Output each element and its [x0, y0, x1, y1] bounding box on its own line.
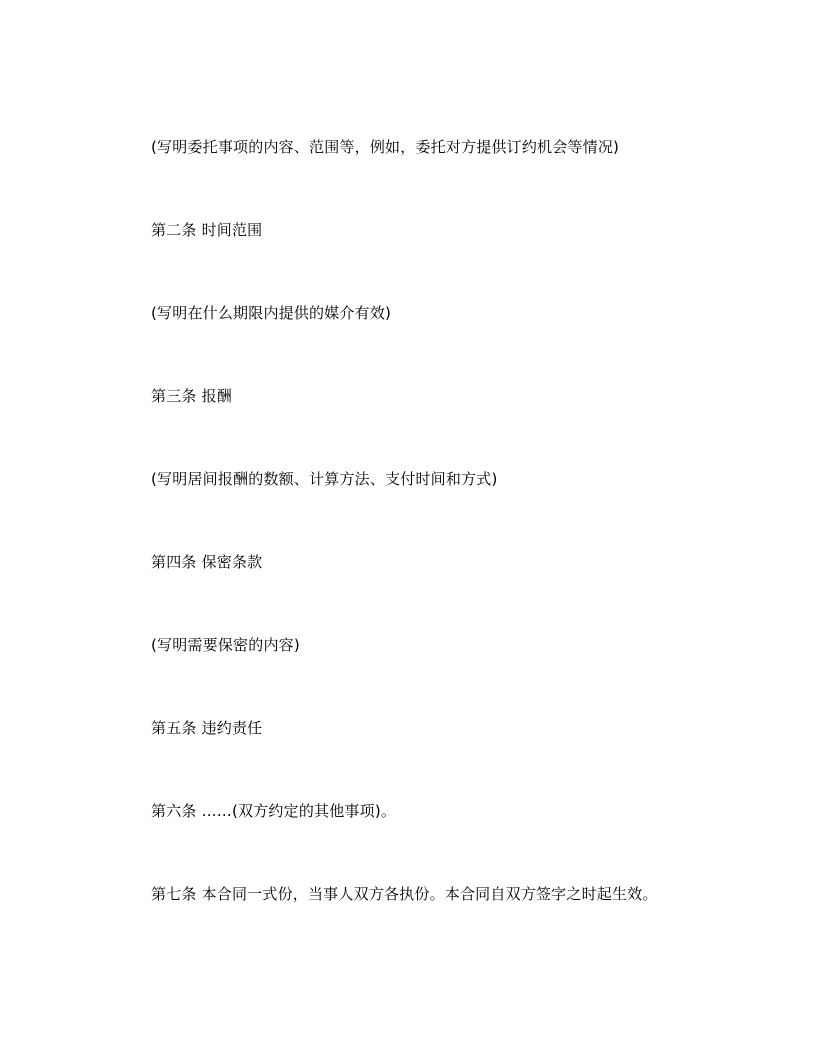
clause-4-description: (写明需要保密的内容) [151, 636, 300, 654]
clause-3-description: (写明居间报酬的数额、计算方法、支付时间和方式) [151, 470, 498, 488]
clause-2-description: (写明在什么期限内提供的媒介有效) [151, 304, 392, 322]
clause-2-heading: 第二条 时间范围 [151, 221, 263, 239]
clause-7-heading: 第七条 本合同一式份，当事人双方各执份。本合同自双方签字之时起生效。 [151, 885, 658, 903]
clause-3-heading: 第三条 报酬 [151, 387, 232, 405]
clause-6-heading: 第六条 ……(双方约定的其他事项)。 [151, 802, 397, 820]
clause-5-heading: 第五条 违约责任 [151, 719, 263, 737]
clause-4-heading: 第四条 保密条款 [151, 553, 263, 571]
clause-1-description: (写明委托事项的内容、范围等，例如，委托对方提供订约机会等情况) [151, 138, 620, 156]
